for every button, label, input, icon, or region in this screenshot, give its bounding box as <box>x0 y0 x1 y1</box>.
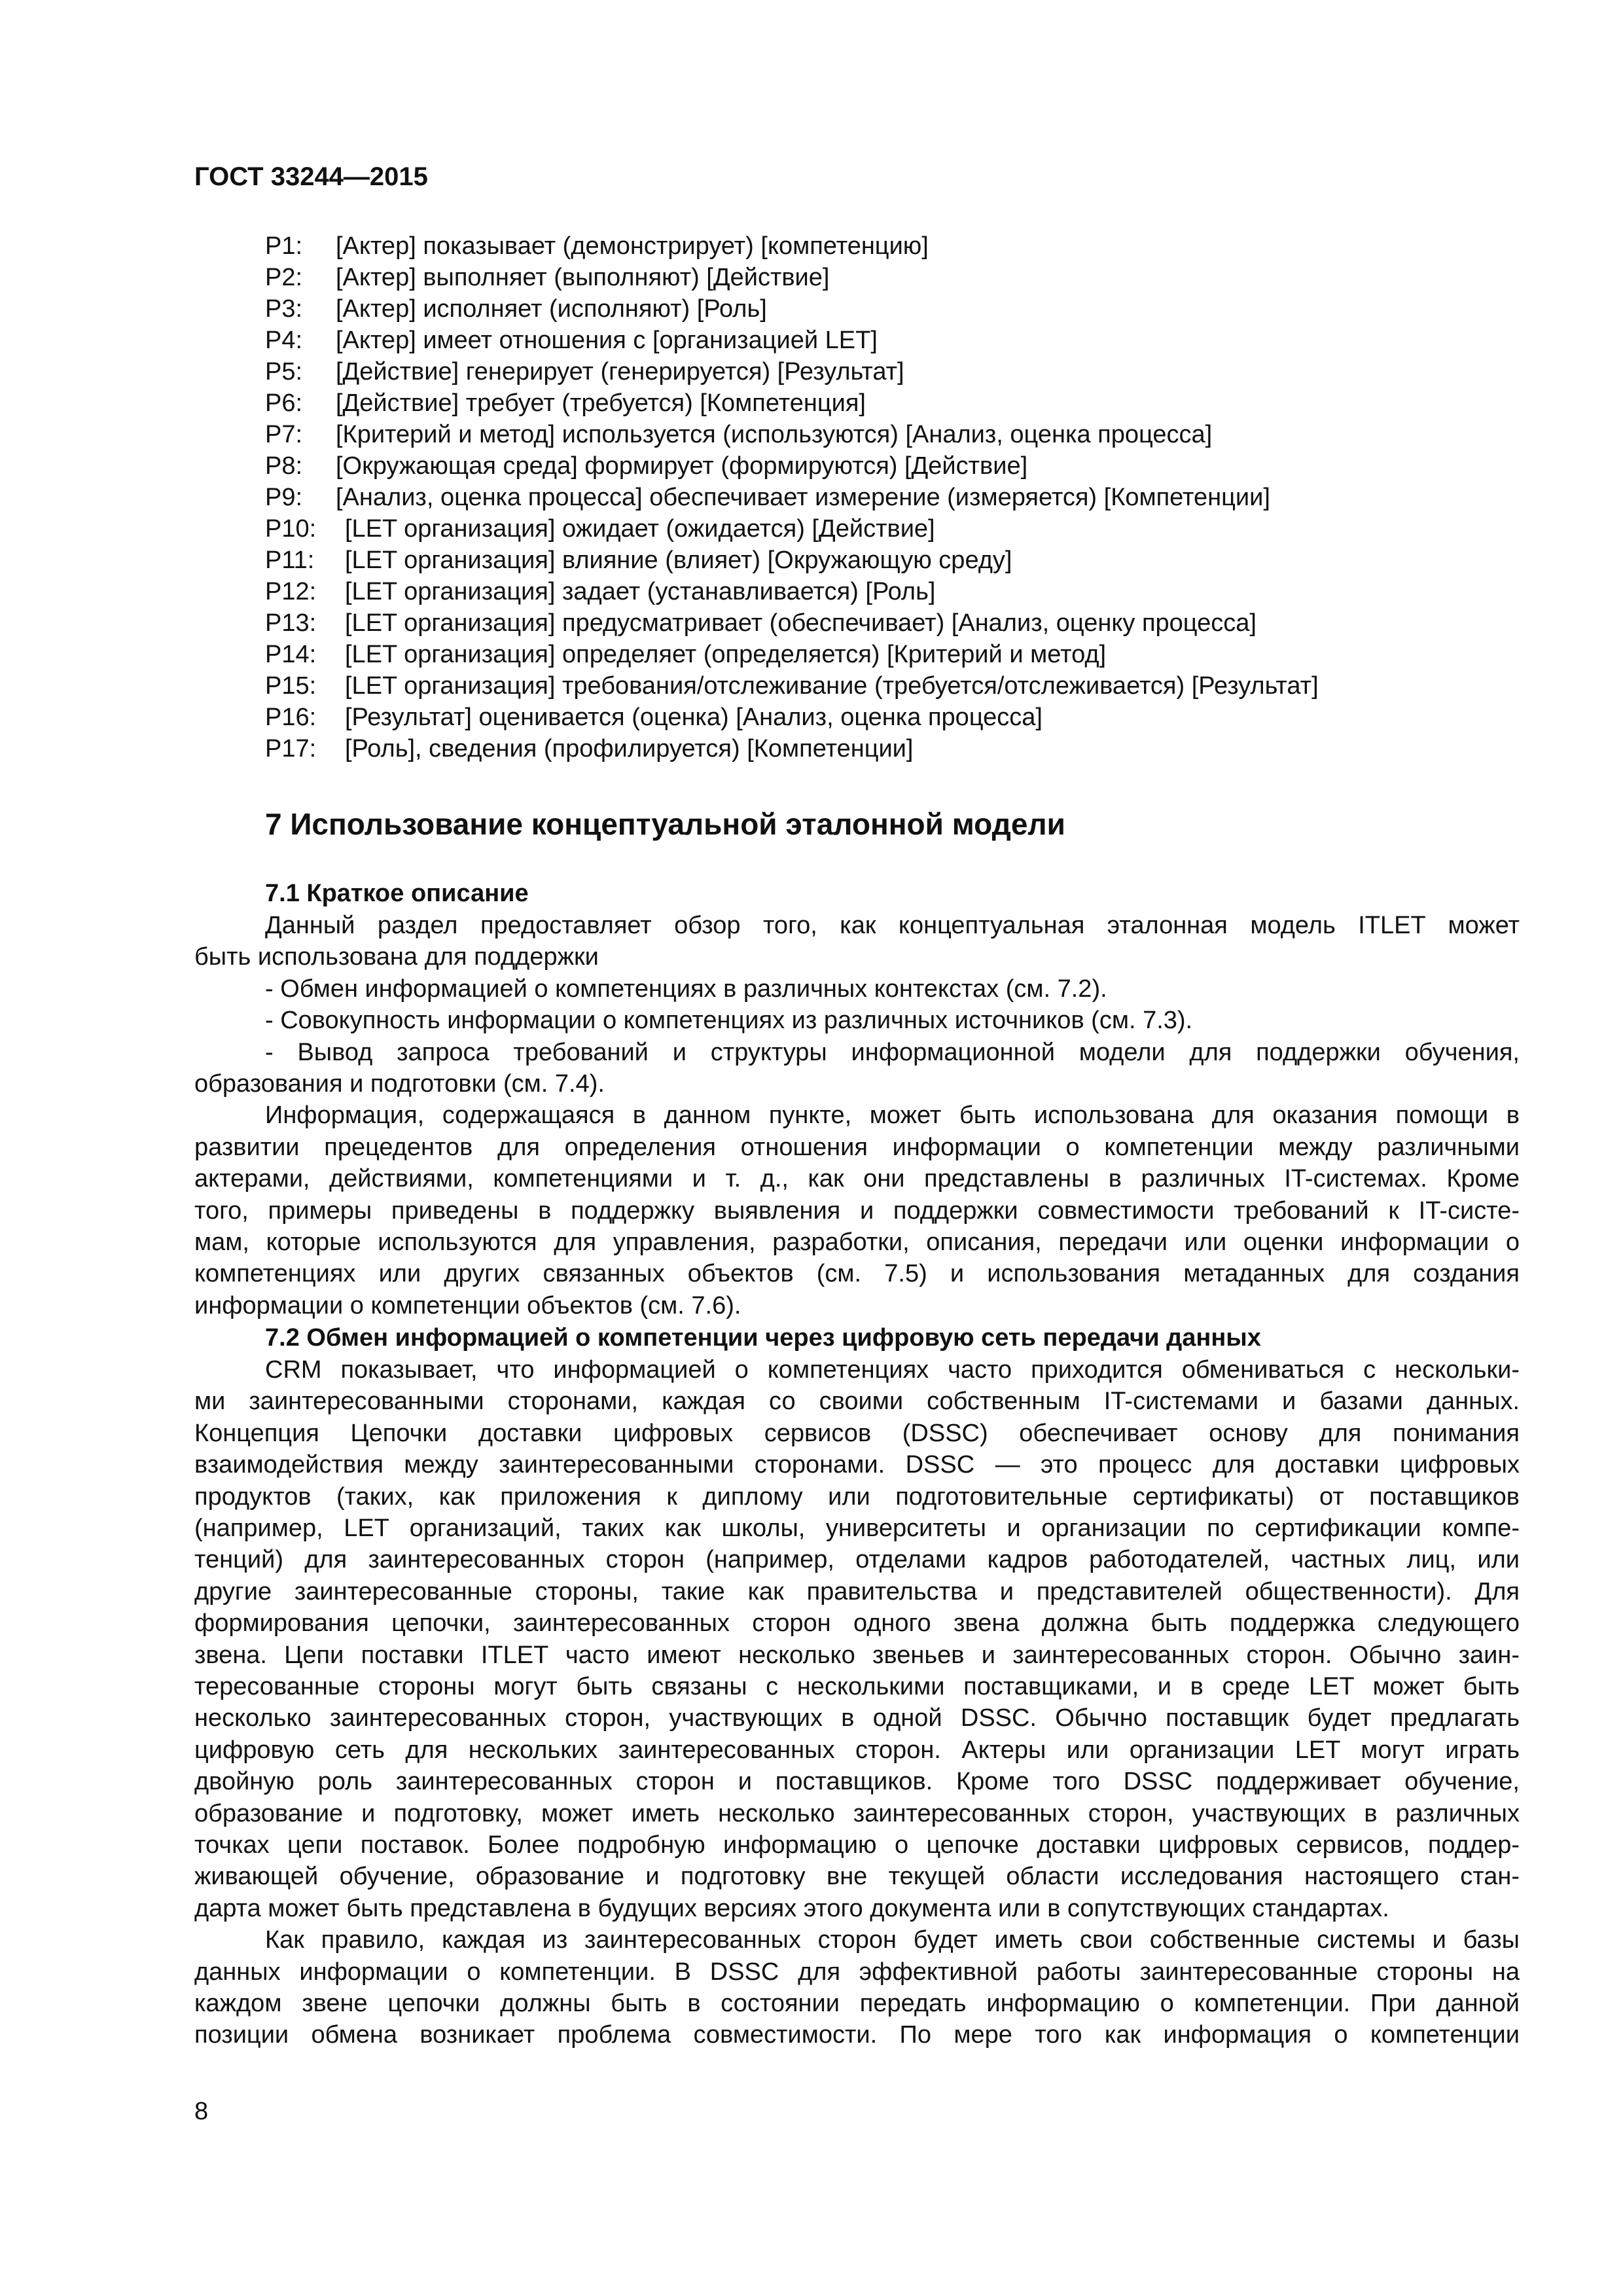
relation-label: P15: <box>265 672 317 700</box>
text-line: данных информации о компетенции. В DSSC для эффективной работы заинтересованные стороны на <box>194 1958 1520 1986</box>
relation-label: P9: <box>265 484 303 511</box>
relation-text: [Актер] показывает (демонстрирует) [компетенцию] <box>336 232 929 260</box>
text-line: компетенциях или других связанных объектов (см. 7.5) и использования метаданных для создания <box>194 1260 1520 1288</box>
relation-text: [Действие] генерирует (генерируется) [Результат] <box>336 358 904 386</box>
relation-text: [LET организация] предусматривает (обеспечивает) [Анализ, оценку процесса] <box>345 609 1257 637</box>
relation-label: P6: <box>265 389 303 417</box>
text-line: того, примеры приведены в поддержку выявления и поддержки совместимости требований к IT-систе- <box>194 1196 1520 1225</box>
relation-label: P4: <box>265 327 303 354</box>
relation-label: P16: <box>265 704 317 731</box>
relation-text: [Роль], сведения (профилируется) [Компетенции] <box>345 735 914 762</box>
relation-item <box>265 325 1319 356</box>
relation-label: P3: <box>265 295 303 323</box>
text-line: развитии прецедентов для определения отношения информации о компетенции между различными <box>194 1133 1520 1161</box>
relation-label: P8: <box>265 452 303 480</box>
relations-list <box>265 230 1319 764</box>
text-line: каждом звене цепочки должны быть в состоянии передать информацию о компетенции. При данной <box>194 1989 1520 2017</box>
text-line: продуктов (таких, как приложения к диплому или подготовительные сертификаты) от поставщиков <box>194 1482 1520 1511</box>
text-line: Информация, содержащаяся в данном пункте, может быть использована для оказания помощи в <box>265 1102 1520 1130</box>
relation-text: [Окружающая среда] формирует (формируются) [Действие] <box>336 452 1028 480</box>
relation-text: [Актер] выполняет (выполняют) [Действие] <box>336 264 830 291</box>
relation-item <box>265 733 1319 764</box>
paragraph <box>194 910 1520 973</box>
relation-label: P10: <box>265 515 317 543</box>
relation-item <box>265 230 1319 262</box>
relation-label: P5: <box>265 358 303 386</box>
relation-item <box>265 702 1319 733</box>
relation-label: P1: <box>265 232 303 260</box>
text-line: - Обмен информацией о компетенциях в различных контекстах (см. 7.2). <box>265 975 1107 1003</box>
subsection-heading: 7.1 Краткое описание <box>265 880 529 907</box>
relation-item <box>265 293 1319 325</box>
text-line: - Вывод запроса требований и структуры информационной модели для поддержки обучения, <box>265 1038 1520 1066</box>
text-line: живающей обучение, образование и подготовку вне текущей области исследования настоящего стан- <box>194 1863 1520 1891</box>
document-header: ГОСТ 33244—2015 <box>194 162 428 191</box>
relation-item <box>265 450 1319 482</box>
text-line: дарта может быть представлена в будущих версиях этого документа или в сопутствующих стандартах. <box>194 1894 1389 1922</box>
paragraph <box>194 1100 1520 1321</box>
relation-text: [Результат] оценивается (оценка) [Анализ, оценка процесса] <box>345 704 1043 731</box>
page-number: 8 <box>194 2098 209 2125</box>
relation-label: P13: <box>265 609 317 637</box>
relation-label: P12: <box>265 578 317 605</box>
text-line: образование и подготовку, может иметь несколько заинтересованных сторон, участвующих в различных <box>194 1799 1520 1827</box>
relation-text: [LET организация] требования/отслеживание (требуется/отслеживается) [Результат] <box>345 672 1319 700</box>
section-7-body <box>194 877 1520 2051</box>
relation-label: P17: <box>265 735 317 762</box>
relation-item <box>265 670 1319 702</box>
relation-item <box>265 387 1319 419</box>
relation-text: [Актер] исполняет (исполняют) [Роль] <box>336 295 767 323</box>
relation-text: [LET организация] влияние (влияет) [Окружающую среду] <box>345 547 1012 574</box>
text-line: CRM показывает, что информацией о компетенциях часто приходится обмениваться с нескольки- <box>265 1356 1520 1384</box>
text-line: - Совокупность информации о компетенциях из различных источников (см. 7.3). <box>265 1007 1193 1035</box>
text-line: Данный раздел предоставляет обзор того, как концептуальная эталонная модель ITLET может <box>265 912 1520 939</box>
paragraph <box>194 973 1520 1005</box>
subsection-heading: 7.2 Обмен информацией о компетенции через цифровую сеть передачи данных <box>265 1324 1261 1352</box>
paragraph <box>194 1924 1520 2051</box>
relation-item <box>265 262 1319 293</box>
relation-text: [Актер] имеет отношения с [организацией LET] <box>336 327 878 354</box>
text-line: цифровую сеть для нескольких заинтересованных сторон. Актеры или организации LET могут играть <box>194 1736 1520 1764</box>
relation-text: [Анализ, оценка процесса] обеспечивает измерение (измеряется) [Компетенции] <box>336 484 1270 511</box>
text-line: (например, LET организаций, таких как школы, университеты и организации по сертификации компе- <box>194 1515 1520 1543</box>
relation-text: [LET организация] определяет (определяется) [Критерий и метод] <box>345 641 1107 668</box>
relation-label: P2: <box>265 264 303 291</box>
text-line: ми заинтересованными сторонами, каждая со своими собственным IT-системами и базами данных. <box>194 1388 1520 1416</box>
text-line: тенций) для заинтересованных сторон (например, отделами кадров работодателей, частных лиц, или <box>194 1546 1520 1574</box>
text-line: несколько заинтересованных сторон, участвующих в одной DSSC. Обычно поставщик будет предлагать <box>194 1704 1520 1732</box>
text-line: Концепция Цепочки доставки цифровых сервисов (DSSC) обеспечивает основу для понимания <box>194 1419 1520 1447</box>
text-line: позиции обмена возникает проблема совместимости. По мере того как информация о компетенции <box>194 2021 1520 2049</box>
text-line: двойную роль заинтересованных сторон и поставщиков. Кроме того DSSC поддерживает обучение, <box>194 1768 1520 1796</box>
text-line: тересованные стороны могут быть связаны с несколькими поставщиками, и в среде LET может быть <box>194 1672 1520 1700</box>
text-line: взаимодействия между заинтересованными сторонами. DSSC — это процесс для доставки цифровых <box>194 1451 1520 1479</box>
relation-item <box>265 356 1319 387</box>
relation-label: P7: <box>265 421 303 448</box>
text-line: другие заинтересованные стороны, такие как правительства и представителей общественности). Для <box>194 1577 1520 1605</box>
paragraph <box>194 1005 1520 1036</box>
relation-item <box>265 419 1319 450</box>
text-line: мам, которые используются для управления, разработки, описания, передачи или оценки информации о <box>194 1228 1520 1256</box>
paragraph <box>194 1037 1520 1100</box>
text-line: информации о компетенции объектов (см. 7.6). <box>194 1291 741 1319</box>
relation-text: [LET организация] задает (устанавливается) [Роль] <box>345 578 936 605</box>
relation-text: [LET организация] ожидает (ожидается) [Действие] <box>345 515 935 543</box>
relation-item <box>265 545 1319 576</box>
relation-text: [Критерий и метод] используется (используются) [Анализ, оценка процесса] <box>336 421 1213 448</box>
text-line: звена. Цепи поставки ITLET часто имеют несколько звеньев и заинтересованных сторон. Обычно заин- <box>194 1641 1520 1669</box>
text-line: формирования цепочки, заинтересованных сторон одного звена должна быть поддержка следующего <box>194 1609 1520 1638</box>
text-line: Как правило, каждая из заинтересованных сторон будет иметь свои собственные системы и базы <box>265 1926 1520 1954</box>
relation-item <box>265 513 1319 545</box>
text-line: образования и подготовки (см. 7.4). <box>194 1069 605 1098</box>
relation-label: P14: <box>265 641 317 668</box>
relation-item <box>265 639 1319 670</box>
relation-item <box>265 607 1319 639</box>
paragraph <box>194 1354 1520 1924</box>
relation-text: [Действие] требует (требуется) [Компетенция] <box>336 389 866 417</box>
relation-item <box>265 482 1319 513</box>
relation-label: P11: <box>265 547 315 574</box>
section-7-title: 7 Использование концептуальной эталонной модели <box>265 807 1065 841</box>
text-line: актерами, действиями, компетенциями и т. д., как они представлены в различных IT-системах. Кроме <box>194 1165 1520 1193</box>
text-line: точках цепи поставок. Более подробную информацию о цепочке доставки цифровых сервисов, поддер- <box>194 1831 1520 1859</box>
relation-item <box>265 576 1319 607</box>
text-line: быть использована для поддержки <box>194 943 599 971</box>
